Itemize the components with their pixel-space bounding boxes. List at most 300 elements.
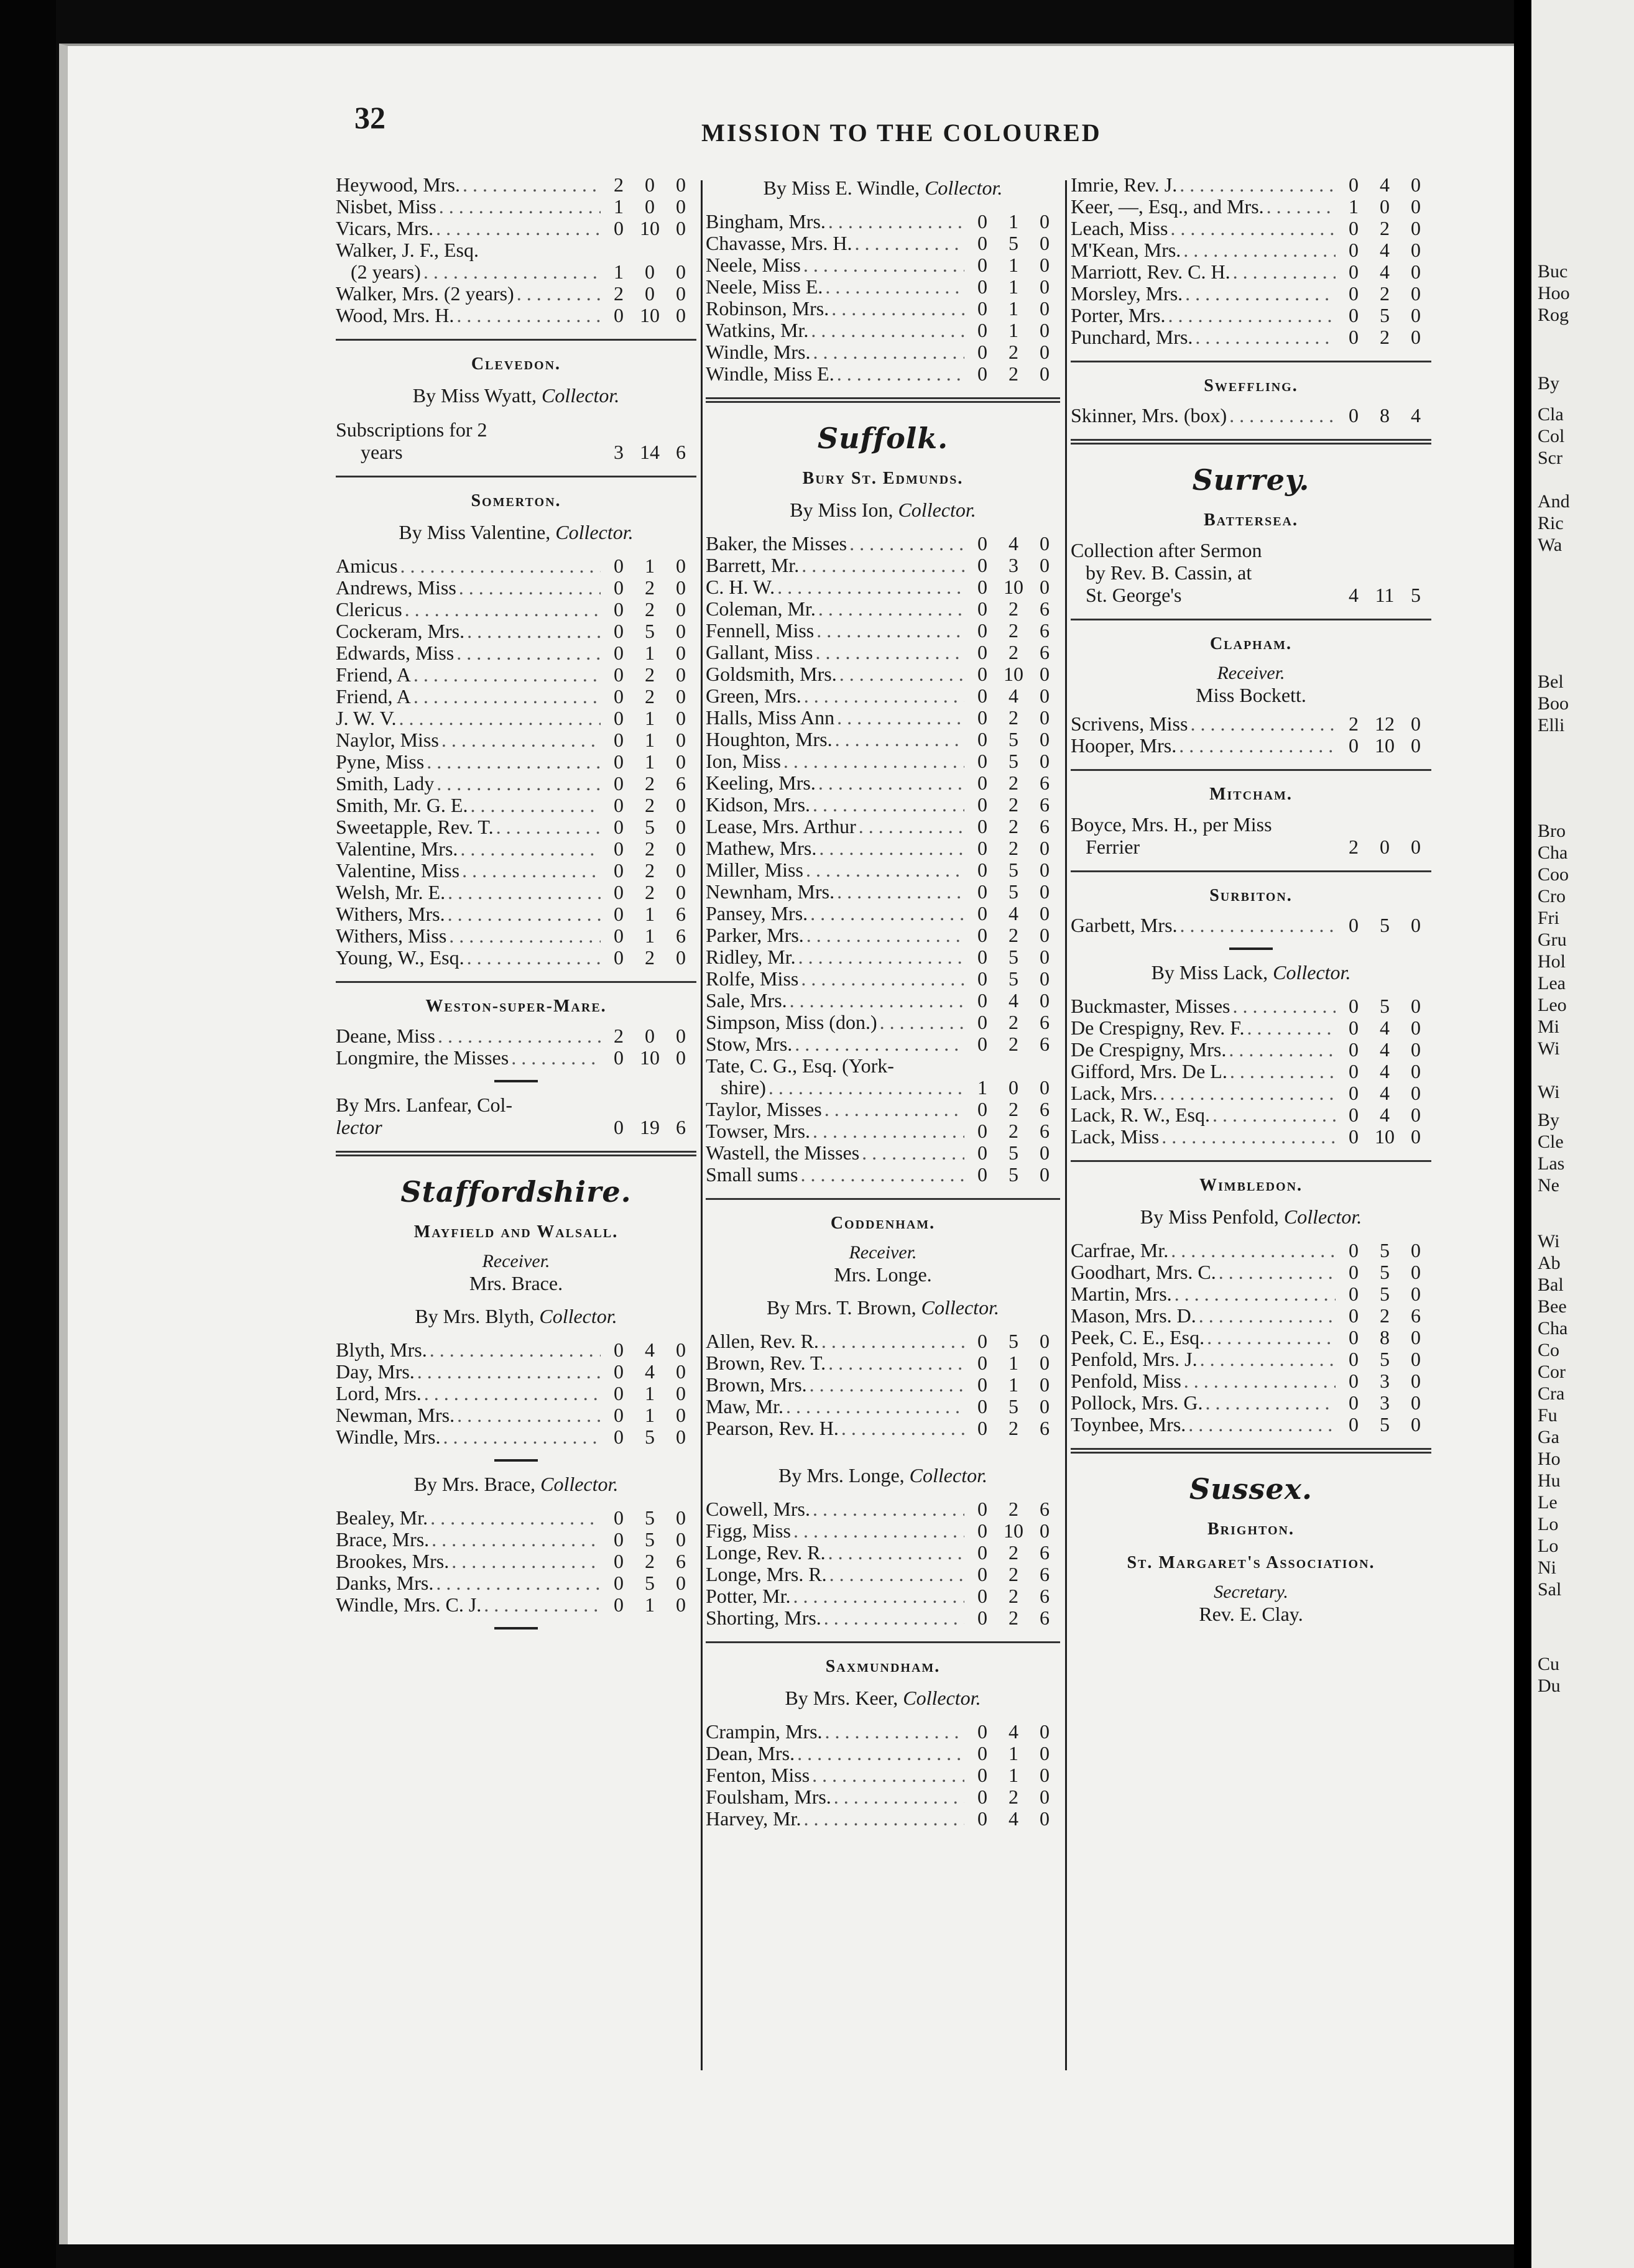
collector-line	[706, 1687, 1060, 1710]
entry-amount	[967, 750, 1060, 772]
section-heading-sweffling: Sweffling.	[1204, 376, 1298, 395]
amount-pence: 6	[1040, 642, 1050, 663]
entry-amount	[967, 1418, 1060, 1439]
entry-amount	[603, 686, 696, 708]
list-item	[706, 663, 1060, 685]
collector-name: By Miss Wyatt,	[412, 384, 537, 407]
receiver-label: Receiver.	[1217, 663, 1285, 683]
amount-pence: 0	[1411, 283, 1421, 305]
amount-pounds: 0	[614, 555, 624, 577]
entry-text: by Rev. B. Cassin, at	[1086, 561, 1252, 584]
adjacent-page-fragment: Co	[1538, 1340, 1560, 1360]
list-item	[706, 320, 1060, 341]
list-item	[336, 773, 696, 795]
entry-amount	[603, 1361, 696, 1383]
entry-name: Hooper, Mrs.	[1071, 735, 1177, 757]
amount-pence: 0	[1411, 1370, 1421, 1392]
adjacent-page-fragment: Mi	[1538, 1016, 1560, 1037]
amount-pence: 6	[1411, 1305, 1421, 1327]
amount-shillings: 4	[1380, 1061, 1390, 1082]
entry-name: Barrett, Mr.	[706, 555, 800, 576]
leader-dots	[828, 211, 964, 233]
list-item	[706, 576, 1060, 598]
entry-name: Windle, Mrs.	[706, 341, 811, 363]
entry-amount	[1338, 1261, 1431, 1283]
leader-dots	[798, 946, 964, 968]
double-divider	[1071, 1448, 1431, 1454]
amount-shillings: 2	[645, 577, 655, 599]
entry-amount	[967, 1786, 1060, 1808]
leader-dots	[1207, 1327, 1336, 1348]
entry-amount	[967, 1542, 1060, 1564]
amount-pence: 0	[676, 1572, 686, 1594]
section-heading-st-margarets: St. Margaret's Association.	[1127, 1553, 1375, 1572]
section-heading-surbiton: Surbiton.	[1209, 886, 1293, 905]
list-sweffling	[1071, 405, 1431, 426]
entry-amount	[603, 555, 696, 577]
amount-shillings: 5	[1009, 859, 1018, 881]
amount-pence: 0	[1040, 1077, 1050, 1099]
list-item	[1071, 1261, 1431, 1283]
entry-name: Simpson, Miss (don.)	[706, 1012, 877, 1033]
list-item	[706, 794, 1060, 816]
amount-pounds: 0	[977, 837, 987, 859]
leader-dots	[456, 305, 601, 326]
amount-shillings: 10	[1004, 1520, 1023, 1542]
amount-shillings: 8	[1380, 1327, 1390, 1348]
amount-pounds: 0	[977, 1164, 987, 1186]
leader-dots	[1229, 1039, 1336, 1061]
amount-shillings: 4	[1009, 1808, 1018, 1830]
entry-name: Carfrae, Mr.	[1071, 1240, 1169, 1261]
amount-pence: 6	[1040, 1033, 1050, 1055]
leader-dots	[1233, 261, 1336, 283]
adjacent-page-fragment: Ni	[1538, 1557, 1556, 1578]
leader-dots	[813, 794, 964, 816]
entry-name: Nisbet, Miss	[336, 196, 436, 218]
amount-shillings: 1	[1009, 254, 1018, 276]
page-number: 32	[354, 100, 385, 135]
amount-pence: 0	[1040, 968, 1050, 990]
leader-dots	[432, 1529, 601, 1551]
amount-pounds: 1	[1349, 196, 1359, 218]
amount-shillings: 5	[645, 1426, 655, 1448]
list-item	[706, 1396, 1060, 1418]
amount-pence: 6	[676, 903, 686, 925]
amount-pence: 0	[1040, 990, 1050, 1012]
amount-pence: 6	[1040, 620, 1050, 642]
entry-amount	[603, 773, 696, 795]
entry-name: Longe, Mrs. R.	[706, 1564, 827, 1585]
collector-line	[336, 384, 696, 407]
leader-dots	[448, 903, 601, 925]
amount-pounds: 2	[614, 174, 624, 196]
amount-shillings: 2	[645, 686, 655, 708]
amount-pounds: 0	[977, 707, 987, 729]
amount-pence: 0	[1411, 995, 1421, 1017]
amount-shillings: 2	[645, 599, 655, 620]
amount-shillings: 1	[1009, 320, 1018, 341]
entry-amount	[1338, 1082, 1431, 1104]
leader-dots	[413, 664, 601, 686]
entry-name: Figg, Miss	[706, 1520, 791, 1542]
amount-pence: 0	[676, 1507, 686, 1529]
amount-pence: 6	[676, 1551, 686, 1572]
amount-pounds: 0	[1349, 1082, 1359, 1104]
entry-amount	[1338, 1240, 1431, 1261]
amount-shillings: 3	[1380, 1392, 1390, 1414]
entry-name: Withers, Miss	[336, 925, 447, 947]
entry-amount	[1338, 1414, 1431, 1436]
amount-shillings: 5	[1380, 1261, 1390, 1283]
entry-name: Keer, —, Esq., and Mrs.	[1071, 196, 1264, 218]
amount-shillings: 5	[645, 1507, 655, 1529]
entry-name: Pollock, Mrs. G.	[1071, 1392, 1203, 1414]
entry-amount	[967, 1077, 1060, 1099]
collector-name: By Miss Ion,	[790, 499, 893, 521]
leader-dots	[831, 298, 964, 320]
list-item	[706, 903, 1060, 924]
amount-shillings: 5	[1380, 915, 1390, 936]
amount-pounds: 0	[977, 1498, 987, 1520]
entry-name: Walker, Mrs. (2 years)	[336, 283, 514, 305]
receiver-label: Receiver.	[849, 1242, 917, 1263]
list-item	[1071, 1283, 1431, 1305]
adjacent-page-fragment: Cha	[1538, 1318, 1568, 1339]
entry-battersea-collection	[1071, 539, 1431, 606]
adjacent-page-fragment: Bee	[1538, 1296, 1567, 1317]
adjacent-page-fragment: Cu	[1538, 1654, 1560, 1674]
list-item	[706, 924, 1060, 946]
entry-name: Ridley, Mr.	[706, 946, 796, 968]
entry-name: Walker, J. F., Esq.	[336, 239, 479, 261]
entry-name: Blyth, Mrs.	[336, 1339, 427, 1361]
leader-dots	[463, 174, 601, 196]
amount-shillings: 1	[645, 729, 655, 751]
entry-name: (2 years)	[351, 261, 421, 283]
amount-pounds: 1	[614, 261, 624, 283]
collector-name: By Mrs. T. Brown,	[767, 1296, 916, 1319]
collector-line	[1071, 961, 1431, 984]
entry-amount	[603, 882, 696, 903]
amount-shillings: 2	[645, 947, 655, 969]
entry-amount	[967, 1142, 1060, 1164]
leader-dots	[797, 1743, 964, 1764]
leader-dots	[821, 1330, 964, 1352]
entry-amount	[603, 860, 696, 882]
amount-shillings: 2	[645, 773, 655, 795]
collector-label: Collector.	[925, 177, 1003, 199]
adjacent-page-fragment: Ab	[1538, 1253, 1561, 1273]
adjacent-page-fragment: Cle	[1538, 1132, 1564, 1152]
entry-amount	[967, 1033, 1060, 1055]
list-item	[706, 598, 1060, 620]
leader-dots	[783, 750, 964, 772]
amount-pence: 0	[1411, 735, 1421, 757]
collector-name: By Miss Lack,	[1151, 961, 1268, 984]
entry-amount	[603, 664, 696, 686]
amount-pence: 0	[1411, 1104, 1421, 1126]
leader-dots	[839, 663, 964, 685]
short-rule	[494, 1080, 538, 1082]
list-item	[336, 555, 696, 577]
entry-amount	[967, 1721, 1060, 1743]
entry-text: Boyce, Mrs. H., per Miss	[1071, 813, 1272, 836]
amount-pounds: 0	[977, 750, 987, 772]
amount-pence: 0	[1411, 1039, 1421, 1061]
entry-text-cont	[1071, 584, 1431, 606]
adjacent-page-fragment: Las	[1538, 1153, 1565, 1174]
entry-name: Towser, Mrs.	[706, 1120, 811, 1142]
leader-dots	[441, 729, 601, 751]
list-item	[336, 196, 696, 218]
amount-pounds: 0	[977, 1352, 987, 1374]
amount-shillings: 2	[1009, 837, 1018, 859]
amount-shillings: 2	[1009, 363, 1018, 385]
entry-name: M'Kean, Mrs.	[1071, 239, 1181, 261]
amount-pounds: 0	[977, 1542, 987, 1564]
entry-name: Shorting, Mrs.	[706, 1607, 821, 1629]
collector-label: Collector.	[909, 1464, 987, 1487]
leader-dots	[880, 1012, 964, 1033]
section-heading-saxmundham: Saxmundham.	[825, 1657, 941, 1676]
amount-shillings: 1	[645, 1404, 655, 1426]
adjacent-page-fragment: Scr	[1538, 448, 1562, 468]
entry-amount	[967, 363, 1060, 385]
amount-shillings: 3	[1380, 1370, 1390, 1392]
amount-pence: 0	[676, 1025, 686, 1047]
amount-pounds: 0	[1349, 1348, 1359, 1370]
amount-pounds: 0	[977, 1808, 987, 1830]
adjacent-page-fragment: Cla	[1538, 404, 1564, 425]
amount-pounds: 0	[977, 1607, 987, 1629]
leader-dots	[837, 881, 964, 903]
entry-name: Halls, Miss Ann	[706, 707, 835, 729]
amount-shillings: 4	[1380, 174, 1390, 196]
receiver-name: Mrs. Brace.	[469, 1272, 563, 1294]
section-heading-clevedon: Clevedon.	[471, 354, 561, 374]
adjacent-page-fragment: By	[1538, 373, 1560, 394]
adjacent-page-fragment: Rog	[1538, 305, 1569, 325]
entry-name: Bingham, Mrs.	[706, 211, 826, 233]
adjacent-page-fragment: Cor	[1538, 1362, 1566, 1382]
entry-name: Day, Mrs.	[336, 1361, 415, 1383]
entry-amount	[603, 642, 696, 664]
entry-name: Smith, Mr. G. E.	[336, 795, 468, 816]
amount-pounds: 0	[1349, 1261, 1359, 1283]
list-item	[706, 211, 1060, 233]
adjacent-page-fragment: Ho	[1538, 1449, 1561, 1469]
amount-pence: 0	[676, 305, 686, 326]
entry-name: Longmire, the Misses	[336, 1047, 509, 1069]
entry-name: Dean, Mrs.	[706, 1743, 795, 1764]
entry-amount	[1338, 915, 1431, 936]
amount-pounds: 1	[614, 196, 624, 218]
amount-pounds: 0	[977, 816, 987, 837]
entry-name: Cockeram, Mrs.	[336, 620, 465, 642]
entry-name: Pansey, Mrs.	[706, 903, 808, 924]
list-item	[336, 1594, 696, 1616]
amount-shillings: 4	[1009, 903, 1018, 924]
list-item	[706, 1418, 1060, 1439]
entry-amount	[1338, 1104, 1431, 1126]
list-item	[336, 1529, 696, 1551]
entry-name: Brown, Rev. T.	[706, 1352, 826, 1374]
amount-pounds: 0	[977, 620, 987, 642]
amount-pounds: 0	[614, 1383, 624, 1404]
entry-amount	[967, 298, 1060, 320]
amount-shillings: 3	[1009, 555, 1018, 576]
adjacent-page-fragment: Leo	[1538, 995, 1567, 1015]
entry-name: Clericus	[336, 599, 402, 620]
amount-shillings: 5	[645, 620, 655, 642]
entry-amount	[967, 946, 1060, 968]
amount-shillings: 2	[1009, 642, 1018, 663]
amount-pence: 0	[1411, 1414, 1421, 1436]
amount-pence: 0	[1040, 1164, 1050, 1186]
collector-line	[336, 1473, 696, 1496]
amount-shillings: 4	[1380, 1039, 1390, 1061]
amount-shillings: 4	[1009, 990, 1018, 1012]
amount-pounds: 0	[1349, 239, 1359, 261]
leader-dots	[1190, 713, 1336, 735]
entry-name: Potter, Mr.	[706, 1585, 791, 1607]
leader-dots	[1219, 1261, 1336, 1283]
adjacent-page-fragment: Hoo	[1538, 283, 1570, 303]
leader-dots	[829, 1564, 964, 1585]
entry-name: Cowell, Mrs.	[706, 1498, 810, 1520]
list-item	[1071, 218, 1431, 239]
list-item	[336, 795, 696, 816]
leader-dots	[786, 1396, 964, 1418]
list-item	[706, 363, 1060, 385]
entry-amount	[1338, 1348, 1431, 1370]
receiver-name: Miss Bockett.	[1196, 684, 1306, 706]
entry-amount	[603, 1507, 696, 1529]
amount-pence: 0	[1040, 1743, 1050, 1764]
adjacent-page-fragment: And	[1538, 491, 1570, 512]
amount-pence: 6	[1040, 1564, 1050, 1585]
adjacent-page-fragment: Sal	[1538, 1579, 1562, 1600]
amount-pounds: 0	[977, 881, 987, 903]
entry-text: lector	[336, 1116, 382, 1138]
amount-pence: 0	[1411, 1082, 1421, 1104]
leader-dots	[417, 1361, 601, 1383]
amount-shillings: 1	[645, 708, 655, 729]
amount-pence: 0	[1040, 1396, 1050, 1418]
list-brace	[336, 1507, 696, 1616]
amount-pence: 0	[1040, 320, 1050, 341]
leader-dots	[1229, 405, 1336, 426]
amount-pence: 4	[1411, 405, 1421, 426]
amount-shillings: 1	[1009, 211, 1018, 233]
entry-amount	[603, 620, 696, 642]
adjacent-page-fragment: Wi	[1538, 1082, 1560, 1102]
county-heading-sussex: Sussex.	[1189, 1472, 1313, 1506]
short-rule	[1229, 947, 1273, 950]
amount-pounds: 0	[1349, 1370, 1359, 1392]
amount-shillings: 5	[1009, 1396, 1018, 1418]
adjacent-page-fragment: Du	[1538, 1676, 1561, 1696]
amount-pounds: 2	[1349, 713, 1359, 735]
collector-line	[1071, 1205, 1431, 1228]
list-item	[1071, 713, 1431, 735]
amount-pence: 6	[1040, 598, 1050, 620]
entry-amount	[603, 816, 696, 838]
amount-shillings: 0	[645, 261, 655, 283]
adjacent-page-fragment: Elli	[1538, 715, 1565, 735]
secretary-name: Rev. E. Clay.	[1199, 1603, 1303, 1625]
amount-pounds: 0	[614, 305, 624, 326]
list-ion	[706, 533, 1060, 1186]
divider	[1071, 619, 1431, 620]
adjacent-page-fragment: Ne	[1538, 1175, 1559, 1196]
adjacent-page-fragment: Wi	[1538, 1038, 1560, 1059]
leader-dots	[810, 1374, 964, 1396]
adjacent-page-fragment: Bel	[1538, 671, 1564, 692]
amount-pounds: 0	[614, 620, 624, 642]
amount-shillings: 0	[645, 174, 655, 196]
entry-amount	[603, 903, 696, 925]
amount-pounds: 0	[977, 1743, 987, 1764]
list-item	[1071, 283, 1431, 305]
adjacent-page-fragment: Boo	[1538, 693, 1569, 714]
entry-amount	[603, 1383, 696, 1404]
list-item	[1071, 1126, 1431, 1148]
entry-amount	[967, 1374, 1060, 1396]
collector-label: Collector.	[1283, 1205, 1362, 1228]
leader-dots	[1175, 1283, 1336, 1305]
amount-pence: 0	[676, 838, 686, 860]
amount-pence: 6	[1040, 772, 1050, 794]
list-item	[706, 1012, 1060, 1033]
amount-shillings: 2	[1009, 1786, 1018, 1808]
amount-pounds: 2	[614, 283, 624, 305]
amount-shillings: 5	[1380, 1414, 1390, 1436]
adjacent-page-fragment: Lo	[1538, 1514, 1559, 1534]
entry-name: Windle, Mrs. C. J.	[336, 1594, 482, 1616]
list-item	[706, 1033, 1060, 1055]
entry-clevedon-subscriptions	[336, 418, 696, 463]
list-item	[336, 305, 696, 326]
amount-shillings: 4	[1380, 1082, 1390, 1104]
amount-pence: 0	[676, 1383, 686, 1404]
amount-shillings: 5	[1009, 946, 1018, 968]
adjacent-page-fragment: Fri	[1538, 908, 1560, 928]
entry-name: Houghton, Mrs.	[706, 729, 833, 750]
list-item	[1071, 915, 1431, 936]
entry-name: Mathew, Mrs.	[706, 837, 817, 859]
entry-amount	[1338, 735, 1431, 757]
divider	[336, 339, 696, 341]
entry-amount	[967, 729, 1060, 750]
entry-name: Keeling, Mrs.	[706, 772, 816, 794]
list-item	[706, 1721, 1060, 1743]
list-col3-top	[1071, 174, 1431, 348]
amount-pounds: 0	[977, 341, 987, 363]
section-heading-weston: Weston-super-Mare.	[425, 997, 607, 1016]
amount-pounds: 0	[977, 598, 987, 620]
amount-shillings: 0	[645, 1025, 655, 1047]
adjacent-page-fragment: Wa	[1538, 535, 1562, 555]
leader-dots	[800, 1164, 964, 1186]
entry-amount	[603, 708, 696, 729]
list-item	[706, 642, 1060, 663]
leader-dots	[467, 947, 601, 969]
leader-dots	[443, 1426, 601, 1448]
list-item	[706, 1374, 1060, 1396]
entry-name: Amicus	[336, 555, 398, 577]
